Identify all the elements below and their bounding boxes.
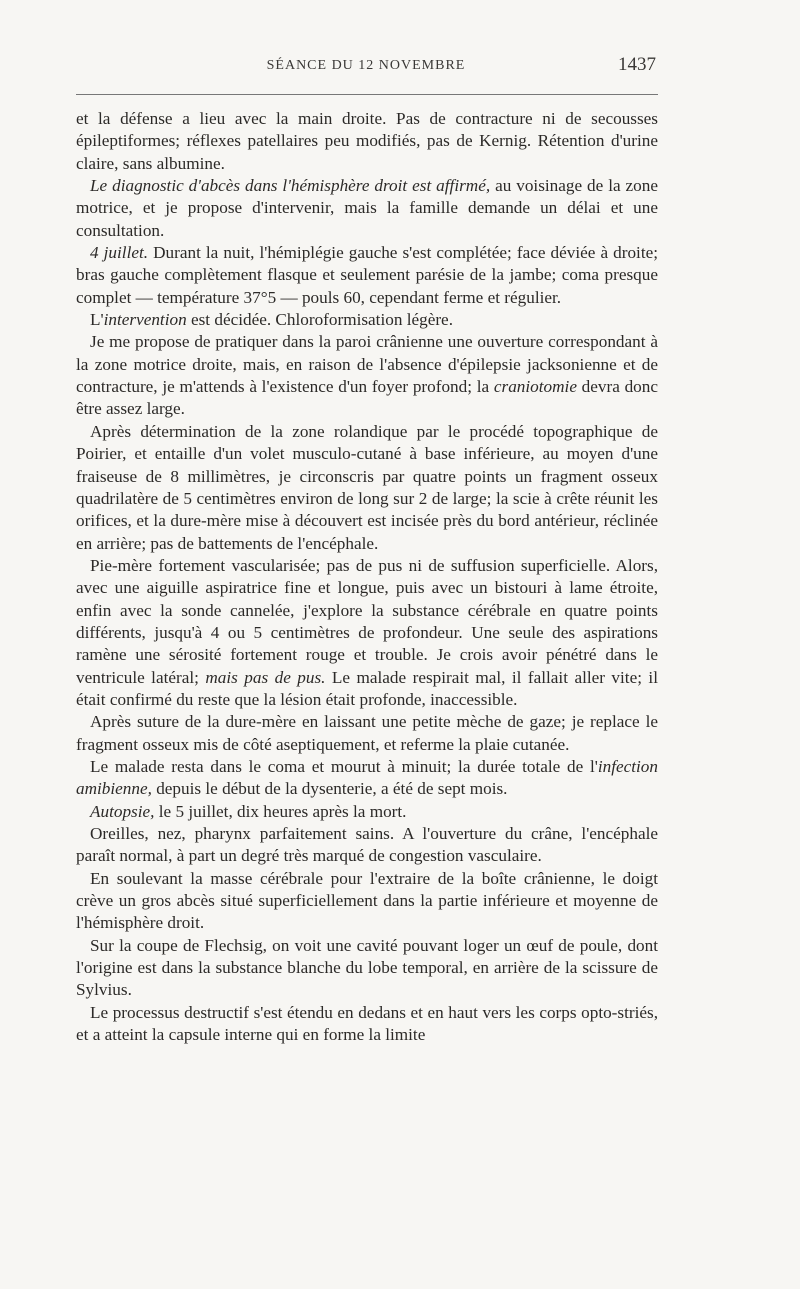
text-run: Après suture de la dure-mère en laissant une petite mèche de gaze; je replace le fragment osseux mis de côté aseptiquement, et referme la plaie cutanée. — [76, 712, 658, 754]
italic-text: Autopsie, — [90, 801, 155, 821]
text-run: Oreilles, nez, pharynx parfaitement sains. A l'ouverture du crâne, l'encéphale paraît normal, à part un degré très marqué de congestion vasculaire. — [76, 824, 658, 866]
paragraph — [76, 1002, 658, 1047]
italic-text: Le diagnostic d'abcès dans l'hémisphère droit est affirmé, — [90, 176, 491, 196]
paragraph — [76, 331, 658, 420]
text-run: Le malade resta dans le coma et mourut à minuit; la durée totale de l' — [90, 756, 598, 776]
page-header — [76, 54, 656, 84]
text-run: devra donc être assez large. — [76, 377, 658, 419]
text-run: Pie-mère fortement vascularisée; pas de pus ni de suffusion superficielle. Alors, avec une aiguille aspiratrice fine et longue, puis avec un bistouri à lame étroite, enfin avec la sonde cannelée, j'explore la substance cérébrale en quatre points différents, jusqu'à 4 ou 5 centimètres de profondeur. Une seule des aspirations ramène une sérosité fortement rouge et trouble. Je crois avoir pénétré dans le ventricule latéral; — [76, 555, 658, 687]
paragraph — [76, 801, 658, 823]
running-head: SÉANCE DU 12 NOVEMBRE — [266, 58, 466, 73]
paragraph — [76, 555, 658, 711]
text-run: depuis le début de la dysenterie, a été de sept mois. — [151, 779, 508, 799]
paragraph — [76, 868, 658, 935]
paragraph — [76, 823, 658, 868]
paragraph — [76, 175, 658, 242]
text-run: Après détermination de la zone rolandique par le procédé topographique de Poirier, et entaille d'un volet musculo-cutané à base inférieure, au moyen d'une fraiseuse de 8 millimètres, je circonscris par quatre points un fragment osseux quadrilatère de 5 centimètres environ de long sur 2 de large; la scie à crête réunit les orifices, et la dure-mère mise à découvert est incisée près du bord antérieur, réclinée en arrière; pas de battements de l'encéphale. — [76, 421, 658, 553]
text-run: et la défense a lieu avec la main droite. Pas de contracture ni de secousses épileptiformes; réflexes patellaires peu modifiés, pas de Kernig. Rétention d'urine claire, sans albumine. — [76, 109, 658, 173]
italic-text: craniotomie — [493, 377, 577, 397]
paragraph — [76, 711, 658, 756]
italic-text: infection amibienne, — [76, 756, 658, 799]
paragraph — [76, 108, 658, 175]
italic-text: 4 juillet. — [90, 243, 149, 263]
header-rule — [76, 94, 658, 95]
body-text — [76, 108, 658, 1046]
text-run: L' — [90, 310, 104, 330]
text-run: Le malade respirait mal, il fallait aller vite; il était confirmé du reste que la lésion était profonde, inaccessible. — [76, 667, 658, 709]
paragraph — [76, 421, 658, 555]
text-run: le 5 juillet, dix heures après la mort. — [154, 801, 407, 821]
paragraph — [76, 756, 658, 801]
paragraph — [76, 309, 658, 331]
text-run: Je me propose de pratiquer dans la paroi crânienne une ouverture correspondant à la zone motrice droite, mais, en raison de l'absence d'épilepsie jacksonienne et de contracture, je m'attends à l'existence d'un foyer profond; la — [76, 332, 658, 397]
text-run: Sur la coupe de Flechsig, on voit une cavité pouvant loger un œuf de poule, dont l'origine est dans la substance blanche du lobe temporal, en arrière de la scissure de Sylvius. — [76, 935, 658, 1000]
text-run: Durant la nuit, l'hémiplégie gauche s'est complétée; face déviée à droite; bras gauche complètement flasque et seulement parésie de la jambe; coma presque complet — température 37°5 — pouls 60, cependant ferme et régulier. — [76, 243, 659, 307]
text-run: Le processus destructif s'est étendu en dedans et en haut vers les corps opto-striés, et a atteint la capsule interne qui en forme la limite — [76, 1002, 658, 1045]
italic-text: intervention — [103, 310, 187, 330]
text-run: au voisinage de la zone motrice, et je propose d'intervenir, mais la famille demande un délai et une consultation. — [76, 176, 658, 240]
text-run: En soulevant la masse cérébrale pour l'extraire de la boîte crânienne, le doigt crève un gros abcès situé superficiellement dans la partie inférieure et moyenne de l'hémisphère droit. — [76, 868, 658, 933]
paragraph — [76, 935, 658, 1002]
page-number: 1437 — [618, 54, 656, 75]
text-run: est décidée. Chloroformisation légère. — [186, 310, 453, 330]
paragraph — [76, 242, 658, 309]
italic-text: mais pas de pus. — [205, 667, 326, 687]
